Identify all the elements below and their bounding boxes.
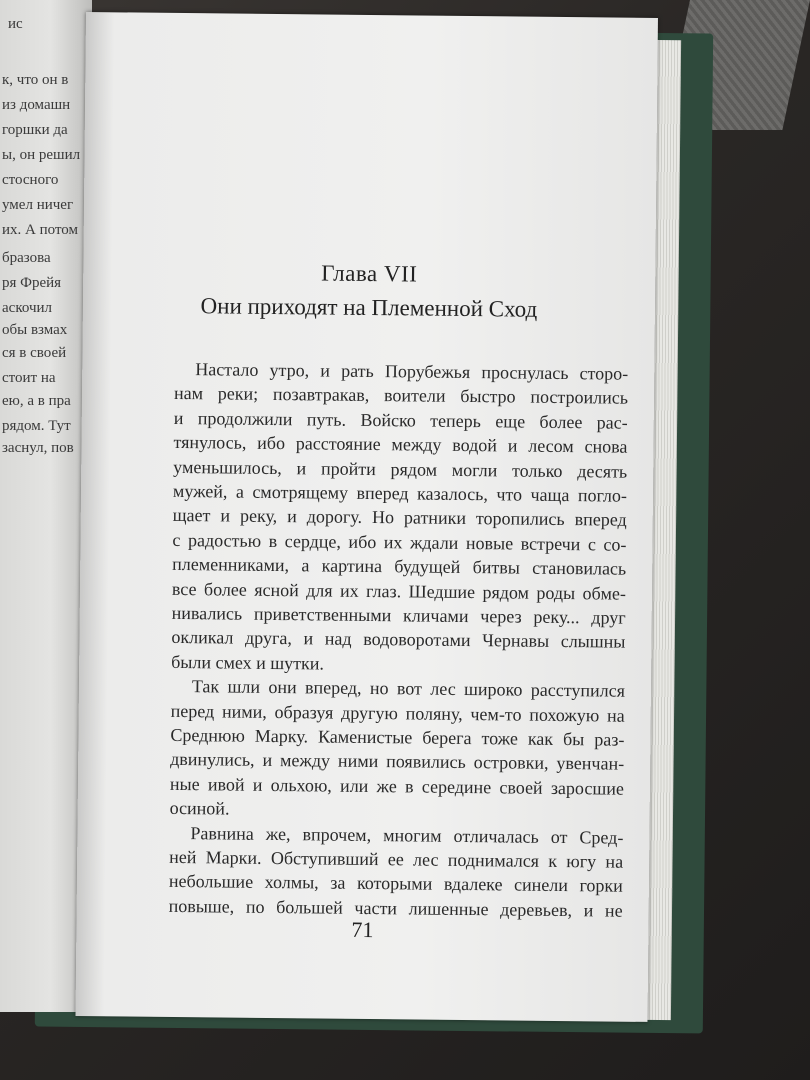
body-text-line: Так шли они вперед, но вот лес широко расступился (191, 676, 626, 701)
left-page-line: стосного (2, 172, 59, 188)
left-page-line: умел ничег (2, 197, 74, 213)
body-text-line: небольшие холмы, за которыми вдалеке синели горки (168, 871, 623, 897)
page-number: 71 (351, 916, 374, 943)
left-page-line: рядом. Тут (2, 418, 71, 434)
body-text-line: и продолжили путь. Войско теперь еще более рас- (173, 407, 628, 433)
body-text-line: нивались приветственными кличами через реку... друг (171, 602, 626, 628)
left-page-line: ис (8, 16, 23, 32)
left-page-line: стоит на (2, 370, 56, 386)
body-text-line: тянулось, ибо расстояние между водой и лесом снова (173, 432, 628, 457)
chapter-number: Глава VII (321, 260, 418, 287)
body-text-line: ные ивой и ольхою, или же в середине своей заросшие (169, 773, 625, 799)
left-page-line: из домашн (2, 97, 71, 113)
chapter-title: Они приходят на Племенной Сход (200, 293, 538, 322)
body-text-line: осиной. (169, 798, 230, 819)
body-text-line: окликал друга, и над водоворотами Чернавы слышны (171, 627, 626, 653)
body-text-line: Настало утро, и рать Порубежья проснулась сторо- (195, 359, 629, 384)
left-page-line: аскочил (2, 300, 53, 316)
left-page-line: ря Фрейя (2, 275, 62, 291)
left-page-line: ею, а в пра (2, 393, 71, 409)
left-page-line: бразова (2, 250, 51, 266)
left-page-line: к, что он в (2, 72, 69, 88)
body-text-line: были смех и шутки. (171, 651, 325, 674)
left-page-line: обы взмах (2, 322, 68, 338)
left-page-line: ся в своей (2, 345, 67, 361)
body-text-line: повыше, по большей части лишенные деревьев, и не (168, 895, 623, 921)
body-text-line: племенниками, а картина будущей битвы становилась (172, 554, 627, 579)
body-text-line: с радостью в сердце, ибо их ждали новые встречи с со- (172, 529, 627, 555)
left-page-line: ы, он решил (2, 147, 81, 163)
body-text-line: мужей, а смотрящему вперед казалось, что чаща погло- (172, 480, 628, 506)
body-text-line: двинулись, и между ними появились островки, увенчан- (170, 749, 625, 775)
body-text-line: Равнина же, впрочем, многим отличалась от Сред- (190, 822, 624, 848)
body-text-line: Среднюю Марку. Каменистые берега тоже как бы раз- (170, 724, 625, 750)
left-page-line: их. А потом (2, 222, 79, 238)
body-text-line: щает и реку, и дорогу. Но ратники торопились вперед (172, 505, 627, 531)
right-page (75, 12, 657, 1022)
body-text-line: все более ясной для их глаз. Шедшие рядом роды обме- (171, 578, 627, 604)
body-text-line: нам реки; позавтракав, воители быстро построились (173, 383, 629, 409)
body-text-line: уменьшилось, и пройти рядом могли только десять (173, 456, 628, 482)
left-page-line: заснул, пов (2, 440, 74, 456)
body-text-line: перед ними, образуя другую поляну, чем-то похожую на (170, 700, 625, 726)
body-text-line: ней Марки. Обступивший ее лес поднимался к югу на (169, 846, 624, 872)
left-page-line: горшки да (2, 122, 68, 138)
